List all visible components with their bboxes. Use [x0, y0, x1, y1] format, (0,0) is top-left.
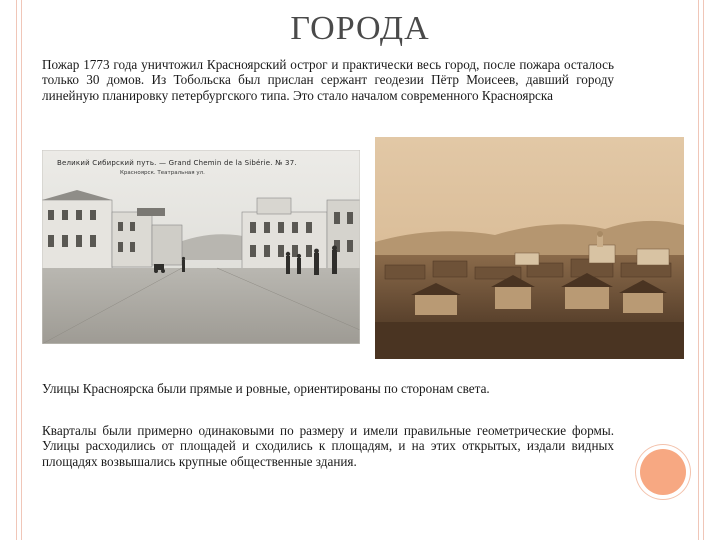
right-frame-border [698, 0, 704, 540]
streets-paragraph: Улицы Красноярска были прямые и ровные, ориентированы по сторонам света. [42, 381, 490, 396]
photo-subcaption: Красноярск. Театральная ул. [120, 170, 205, 176]
historic-street-photo [42, 150, 360, 344]
history-paragraph: Пожар 1773 года уничтожил Красноярский острог и практически весь город, после пожара осталось только 30 домов. Из Тобольска был прислан сержант геодезии Пётр Моисеев, давший городу линейную планировку петербургского типа. Это стало началом современного Красноярска [42, 57, 614, 103]
decorative-circle [640, 449, 686, 495]
city-panorama-photo [375, 137, 684, 359]
left-frame-border [16, 0, 22, 540]
photo-caption: Великий Сибирский путь. — Grand Chemin de la Sibérie. № 37. [57, 159, 297, 167]
slide-title: ГОРОДА [290, 10, 430, 47]
blocks-paragraph: Кварталы были примерно одинаковыми по размеру и имели правильные геометрические формы. Улицы расходились от площадей и сходились к площадям, и на этих открытых, издали видных площадях возвышались крупные общественные здания. [42, 423, 614, 469]
